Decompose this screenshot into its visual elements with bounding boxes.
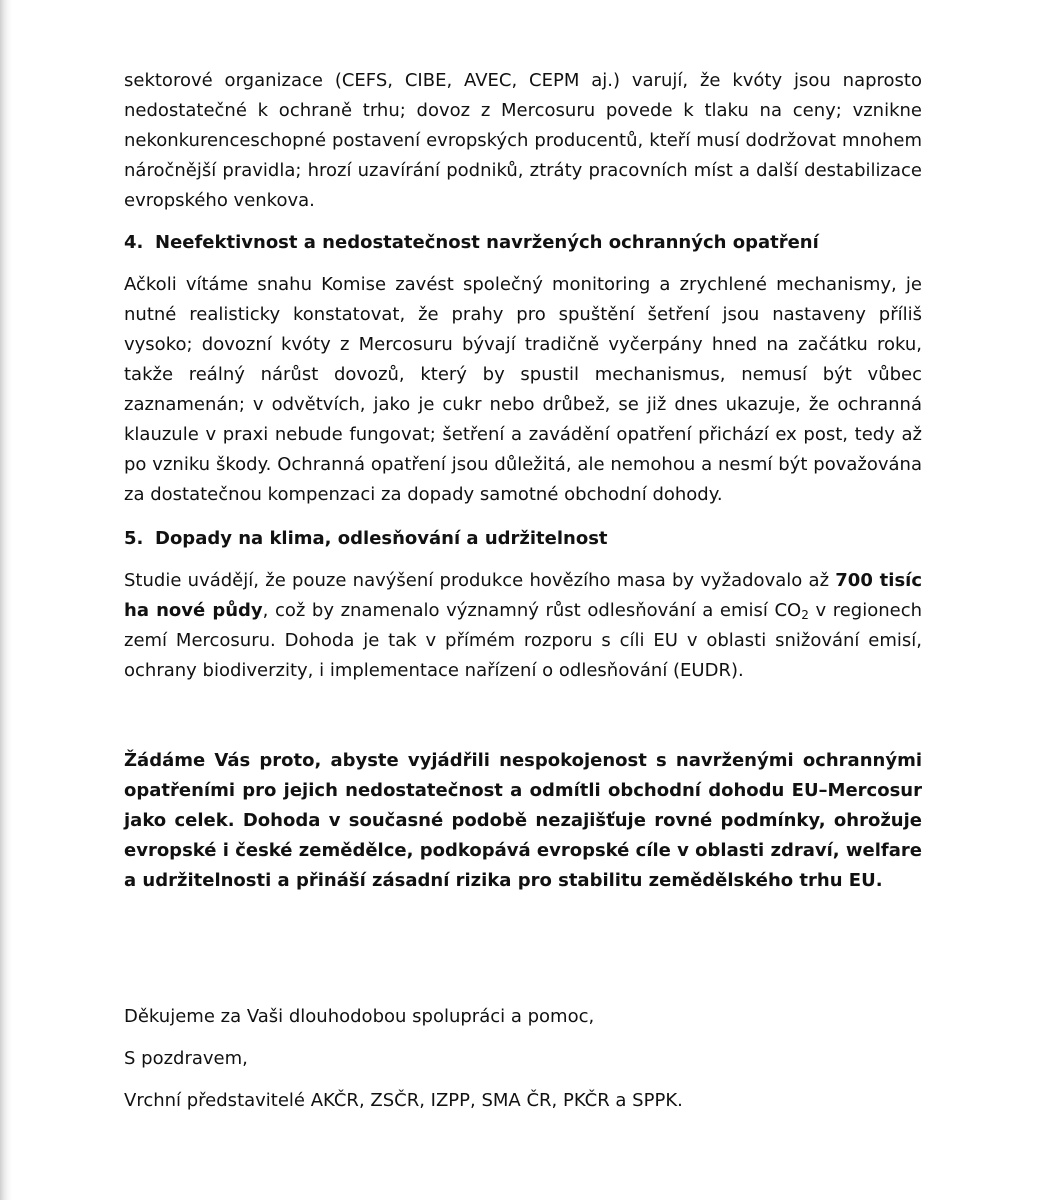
section-5-text-3: v regionech zemí Mercosuru. Dohoda je tak v přímém rozporu s cíli EU v oblasti snižování emisí, ochrany biodiverzity, i implementace nařízení o odlesňování (EUDR).	[124, 600, 923, 681]
closing-thanks: Děkujeme za Vaši dlouhodobou spolupráci a pomoc,	[124, 1006, 595, 1027]
intro-paragraph: sektorové organizace (CEFS, CIBE, AVEC, CEPM aj.) varují, že kvóty jsou naprosto nedostatečné k ochraně trhu; dovoz z Mercosuru povede k tlaku na ceny; vznikne nekonkurenceschopné postavení evropských producentů, kteří musí dodržovat mnohem náročnější pravidla; hrozí uzavírání podniků, ztráty pracovních míst a další destabilizace evropského venkova.	[124, 70, 922, 211]
section-5-highlight: 700 tisíc ha nové půdy	[124, 570, 922, 621]
request-paragraph: Žádáme Vás proto, abyste vyjádřili nespokojenost s navrženými ochrannými opatřeními pro jejich nedostatečnost a odmítli obchodní dohodu EU–Mercosur jako celek. Dohoda v současné podobě nezajišťuje rovné podmínky, ohrožuje evropské i české zemědělce, podkopává evropské cíle v oblasti zdraví, welfare a udržitelnosti a přináší zásadní rizika pro stabilitu zemědělského trhu EU.	[124, 750, 922, 891]
section-5-heading	[124, 524, 922, 554]
letter-document	[124, 66, 922, 1116]
closing-greeting: S pozdravem,	[124, 1048, 248, 1069]
section-4-number: 4.	[124, 232, 144, 253]
section-5-number: 5.	[124, 528, 144, 549]
section-4-heading	[124, 228, 922, 258]
section-4-body: Ačkoli vítáme snahu Komise zavést společný monitoring a zrychlené mechanismy, je nutné realisticky konstatovat, že prahy pro spuštění šetření jsou nastaveny příliš vysoko; dovozní kvóty z Mercosuru bývají tradičně vyčerpány hned na začátku roku, takže reálný nárůst dovozů, který by spustil mechanismus, nemusí být vůbec zaznamenán; v odvětvích, jako je cukr nebo drůbež, se již dnes ukazuje, že ochranná klauzule v praxi nebude fungovat; šetření a zavádění opatření přichází ex post, tedy až po vzniku škody. Ochranná opatření jsou důležitá, ale nemohou a nesmí být považována za dostatečnou kompenzaci za dopady samotné obchodní dohody.	[124, 274, 922, 505]
co2-subscript: 2	[801, 608, 809, 622]
section-5-body	[124, 566, 922, 686]
section-5-text-1: Studie uvádějí, že pouze navýšení produkce hovězího masa by vyžadovalo až	[124, 570, 836, 591]
page-edge-shadow	[0, 0, 12, 1200]
section-5-text-2: , což by znamenalo významný růst odlesňování a emisí CO	[262, 600, 802, 621]
section-4-title: Neefektivnost a nedostatečnost navržených ochranných opatření	[155, 232, 819, 253]
section-5-title: Dopady na klima, odlesňování a udržitelnost	[155, 528, 608, 549]
closing-signature: Vrchní představitelé AKČR, ZSČR, IZPP, SMA ČR, PKČR a SPPK.	[124, 1090, 683, 1111]
